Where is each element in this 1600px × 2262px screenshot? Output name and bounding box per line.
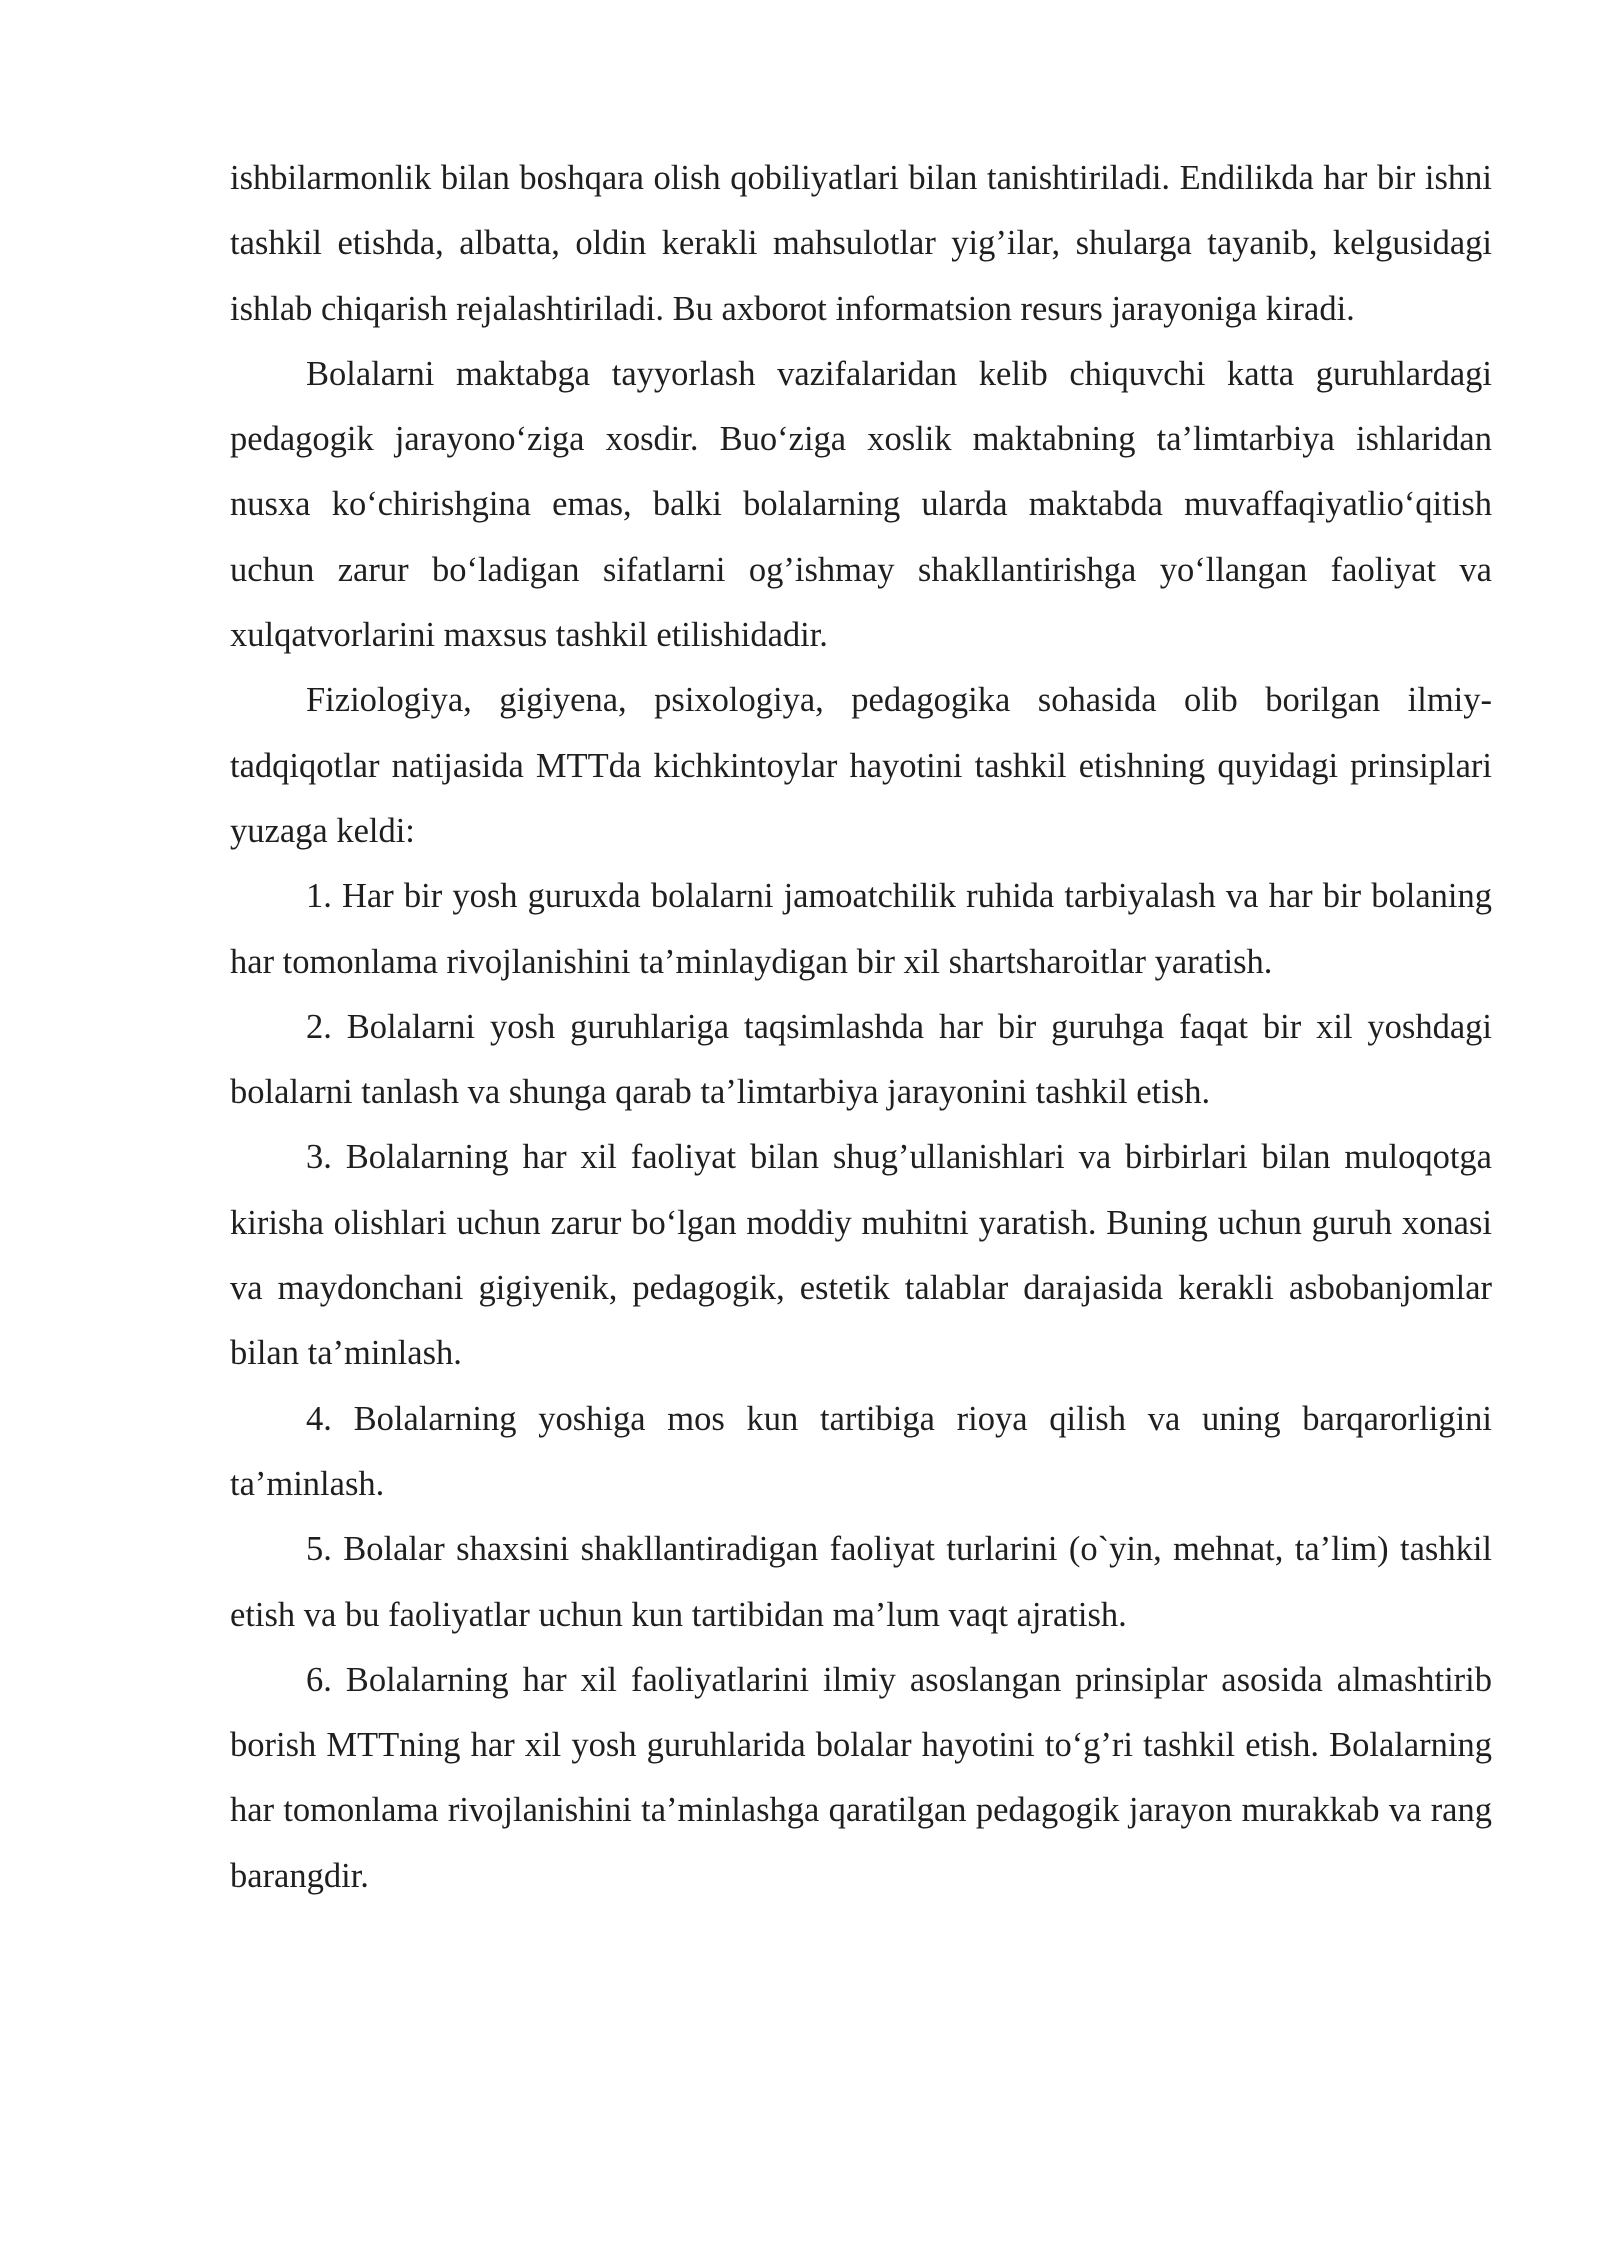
list-item-principle-2: 2. Bolalarni yosh guruhlariga taqsimlashda har bir guruhga faqat bir xil yoshdagi bolalarni tanlash va shunga qarab ta’limtarbiya jarayonini tashkil etish. (230, 1007, 1492, 1112)
list-item-principle-1: 1. Har bir yosh guruxda bolalarni jamoatchilik ruhida tarbiyalash va har bir bolaning har tomonlama rivojlanishini ta’minlaydigan bir xil shartsharoitlar yaratish. (230, 877, 1492, 981)
paragraph-principles-intro: Fiziologiya, gigiyena, psixologiya, pedagogika sohasida olib borilgan ilmiy-tadqiqotlar natijasida MTTda kichkintoylar hayotini tashkil etishning quyidagi prinsiplari yuzaga keldi: (230, 681, 1492, 850)
list-item-principle-4: 4. Bolalarning yoshiga mos kun tartibiga rioya qilish va uning barqarorligini ta’minlash. (230, 1399, 1492, 1503)
document-body (230, 146, 1492, 1909)
paragraph-continuation: ishbilarmonlik bilan boshqara olish qobiliyatlari bilan tanishtiriladi. Endilikda har bir ishni tashkil etishda, albatta, oldin kerakli mahsulotlar yig’ilar, shularga tayanib, kelgusidagi ishlab chiqarish rejalashtiriladi. Bu axborot informatsion resurs jarayoniga kiradi. (230, 159, 1492, 328)
list-item-principle-5: 5. Bolalar shaxsini shakllantiradigan faoliyat turlarini (o`yin, mehnat, ta’lim) tashkil etish va bu faoliyatlar uchun kun tartibidan ma’lum vaqt ajratish. (230, 1530, 1492, 1634)
list-item-principle-3: 3. Bolalarning har xil faoliyat bilan shug’ullanishlari va birbirlari bilan muloqotga kirisha olishlari uchun zarur bo‘lgan moddiy muhitni yaratish. Buning uchun guruh xonasi va maydonchani gigiyenik, pedagogik, estetik talablar darajasida kerakli asbobanjomlar bilan ta’minlash. (230, 1138, 1492, 1373)
paragraph-school-preparation: Bolalarni maktabga tayyorlash vazifalaridan kelib chiquvchi katta guruhlardagi pedagogik jarayono‘ziga xosdir. Buo‘ziga xoslik maktabning ta’limtarbiya ishlaridan nusxa ko‘chirishgina emas, balki bolalarning ularda maktabda muvaffaqiyatlio‘qitish uchun zarur bo‘ladigan sifatlarni og’ishmay shakllantirishga yo‘llangan faoliyat va xulqatvorlarini maxsus tashkil etilishidadir. (230, 354, 1492, 655)
list-item-principle-6: 6. Bolalarning har xil faoliyatlarini ilmiy asoslangan prinsiplar asosida almashtirib borish MTTning har xil yosh guruhlarida bolalar hayotini to‘g’ri tashkil etish. Bolalarning har tomonlama rivojlanishini ta’minlashga qaratilgan pedagogik jarayon murakkab va rang barangdir. (230, 1660, 1492, 1895)
